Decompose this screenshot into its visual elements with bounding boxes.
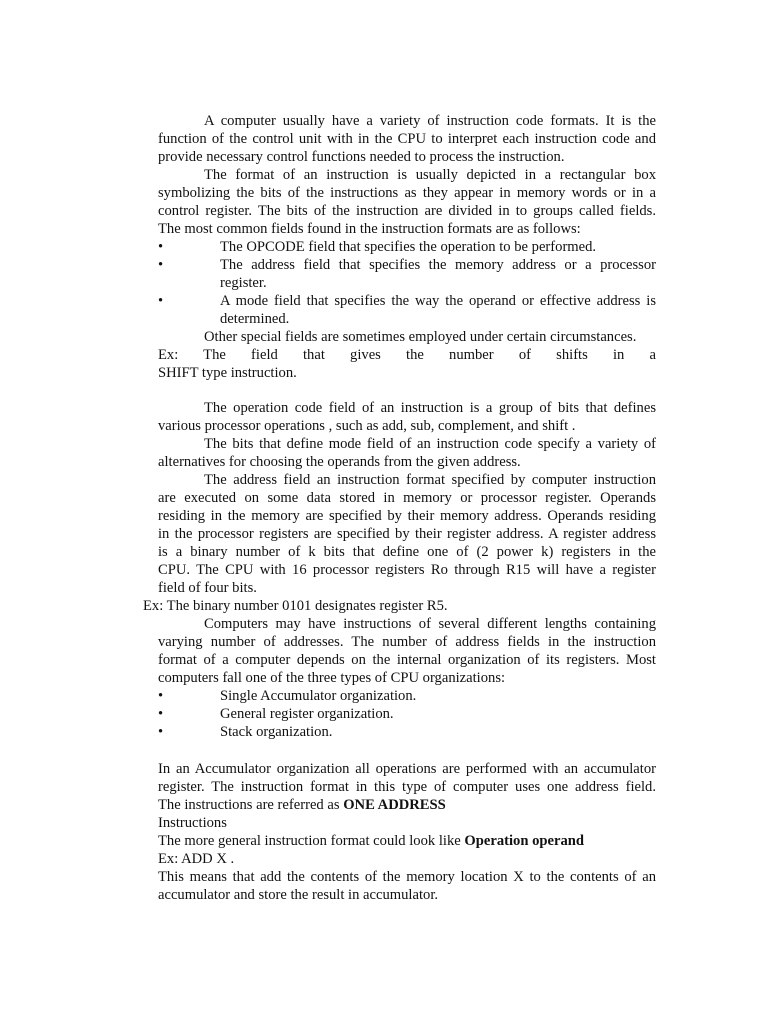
text-line: SHIFT type instruction. <box>158 365 297 381</box>
text-line: function of the control unit with in the CPU to interpret each instruction code and <box>158 131 656 147</box>
text-line: accumulator and store the result in accumulator. <box>158 887 439 903</box>
text-line: Instructions <box>158 815 227 831</box>
text-line: various processor operations , such as add, sub, complement, and shift . <box>158 418 576 434</box>
text-line: varying number of addresses. The number of address fields in the instruction <box>158 634 656 650</box>
bold-term: Operation operand <box>464 833 584 849</box>
list-item: A mode field that specifies the way the operand or effective address is <box>220 293 656 309</box>
bullet: • <box>158 706 164 722</box>
text-line: The operation code field of an instruction is a group of bits that defines <box>204 400 656 416</box>
list-item: Stack organization. <box>220 724 333 740</box>
text-line: CPU. The CPU with 16 processor registers Ro through R15 will have a register <box>158 562 656 578</box>
text-line: are executed on some data stored in memory or processor register. Operands <box>158 490 656 506</box>
text-line: alternatives for choosing the operands from the given address. <box>158 454 521 470</box>
text-line: The bits that define mode field of an instruction code specify a variety of <box>204 436 656 452</box>
list-item: The OPCODE field that specifies the operation to be performed. <box>220 239 597 255</box>
list-item: The address field that specifies the memory address or a processor <box>220 257 656 273</box>
text-line: format of a computer depends on the internal organization of its registers. Most <box>158 652 656 668</box>
text-line: Computers may have instructions of several different lengths containing <box>204 616 656 632</box>
text-line: is a binary number of k bits that define one of (2 power k) registers in the <box>158 544 656 560</box>
text-line: A computer usually have a variety of instruction code formats. It is the <box>204 113 656 129</box>
list-item-continuation: register. <box>220 275 267 291</box>
text-line: in the processor registers are specified by their register address. A register address <box>158 526 656 542</box>
text-line: This means that add the contents of the memory location X to the contents of an <box>158 869 656 885</box>
bullet: • <box>158 724 164 740</box>
text-run: The instructions are referred as <box>158 797 344 813</box>
bold-term: ONE ADDRESS <box>343 797 446 813</box>
text-line: field of four bits. <box>158 580 257 596</box>
text-line <box>158 796 656 814</box>
list-item: Single Accumulator organization. <box>220 688 417 704</box>
list-item-continuation: determined. <box>220 311 290 327</box>
text-line: provide necessary control functions needed to process the instruction. <box>158 149 565 165</box>
text-line: The format of an instruction is usually depicted in a rectangular box <box>204 167 656 183</box>
text-line: computers fall one of the three types of CPU organizations: <box>158 670 506 686</box>
text-line: The most common fields found in the instruction formats are as follows: <box>158 221 581 237</box>
text-line <box>158 832 656 850</box>
list-item: General register organization. <box>220 706 394 722</box>
text-line: residing in the memory are specified by their memory address. Operands residing <box>158 508 656 524</box>
text-line: control register. The bits of the instruction are divided in to groups called fields. <box>158 203 656 219</box>
text-line: symbolizing the bits of the instructions as they appear in memory words or in a <box>158 185 656 201</box>
text-line: The address field an instruction format specified by computer instruction <box>204 472 656 488</box>
text-line: Ex: The field that gives the number of shifts in a <box>158 347 656 363</box>
example-line: Ex: The binary number 0101 designates register R5. <box>143 598 448 614</box>
bullet: • <box>158 257 164 273</box>
text-line: Other special fields are sometimes employed under certain circumstances. <box>204 329 637 345</box>
text-run: The more general instruction format could look like <box>158 833 465 849</box>
example-line: Ex: ADD X . <box>158 851 235 867</box>
text-line: In an Accumulator organization all operations are performed with an accumulator <box>158 761 656 777</box>
text-line: register. The instruction format in this type of computer uses one address field. <box>158 779 656 795</box>
bullet: • <box>158 293 164 309</box>
bullet: • <box>158 239 164 255</box>
bullet: • <box>158 688 164 704</box>
